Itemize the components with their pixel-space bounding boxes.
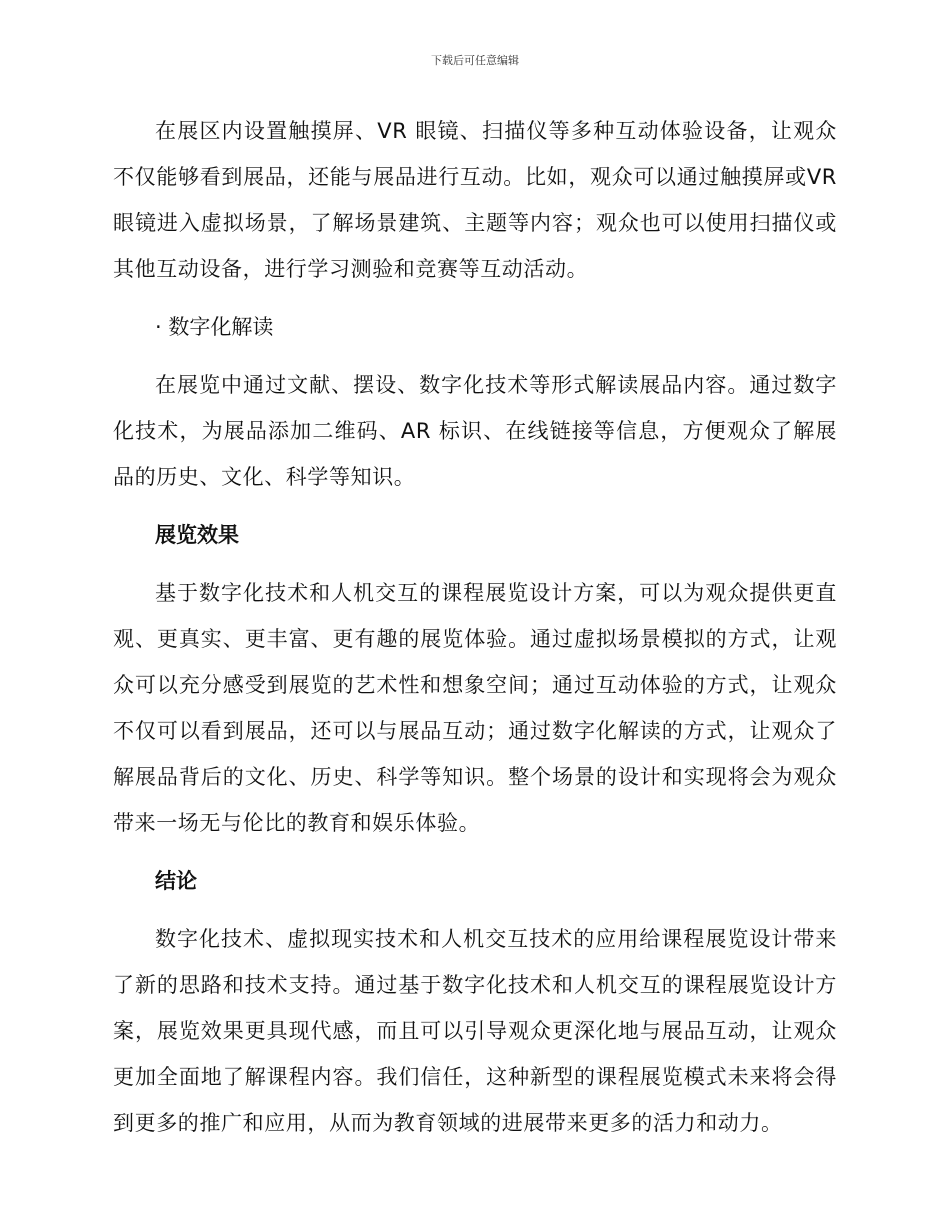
document-body	[113, 108, 837, 1158]
section-heading-conclusion: 结论	[155, 869, 197, 893]
bullet-digital-interpretation: · 数字化解读	[155, 315, 274, 339]
header-note: 下载后可任意编辑	[431, 54, 519, 67]
paragraph-exhibition-effect: 基于数字化技术和人机交互的课程展览设计方案，可以为观众提供更直观、更真实、更丰富、更有趣的展览体验。通过虚拟场景模拟的方式，让观众可以充分感受到展览的艺术性和想象空间；通过互动体验的方式，让观众不仅可以看到展品，还可以与展品互动；通过数字化解读的方式，让观众了解展品背后的文化、历史、科学等知识。整个场景的设计和实现将会为观众带来一场无与伦比的教育和娱乐体验。	[113, 581, 837, 835]
section-heading-exhibition-effect: 展览效果	[155, 523, 239, 547]
paragraph-digital-interpretation: 在展览中通过文献、摆设、数字化技术等形式解读展品内容。通过数字化技术，为展品添加二维码、AR 标识、在线链接等信息，方便观众了解展品的历史、文化、科学等知识。	[113, 373, 837, 489]
paragraph-conclusion: 数字化技术、虚拟现实技术和人机交互技术的应用给课程展览设计带来了新的思路和技术支持。通过基于数字化技术和人机交互的课程展览设计方案，展览效果更具现代感，而且可以引导观众更深化地与展品互动，让观众更加全面地了解课程内容。我们信任，这种新型的课程展览模式未来将会得到更多的推广和应用，从而为教育领域的进展带来更多的活力和动力。	[113, 927, 837, 1135]
paragraph-interactive-devices: 在展区内设置触摸屏、VR 眼镜、扫描仪等多种互动体验设备，让观众不仅能够看到展品，还能与展品进行互动。比如，观众可以通过触摸屏或VR 眼镜进入虚拟场景，了解场景建筑、主题等内容；观众也可以使用扫描仪或其他互动设备，进行学习测验和竞赛等互动活动。	[113, 119, 837, 281]
